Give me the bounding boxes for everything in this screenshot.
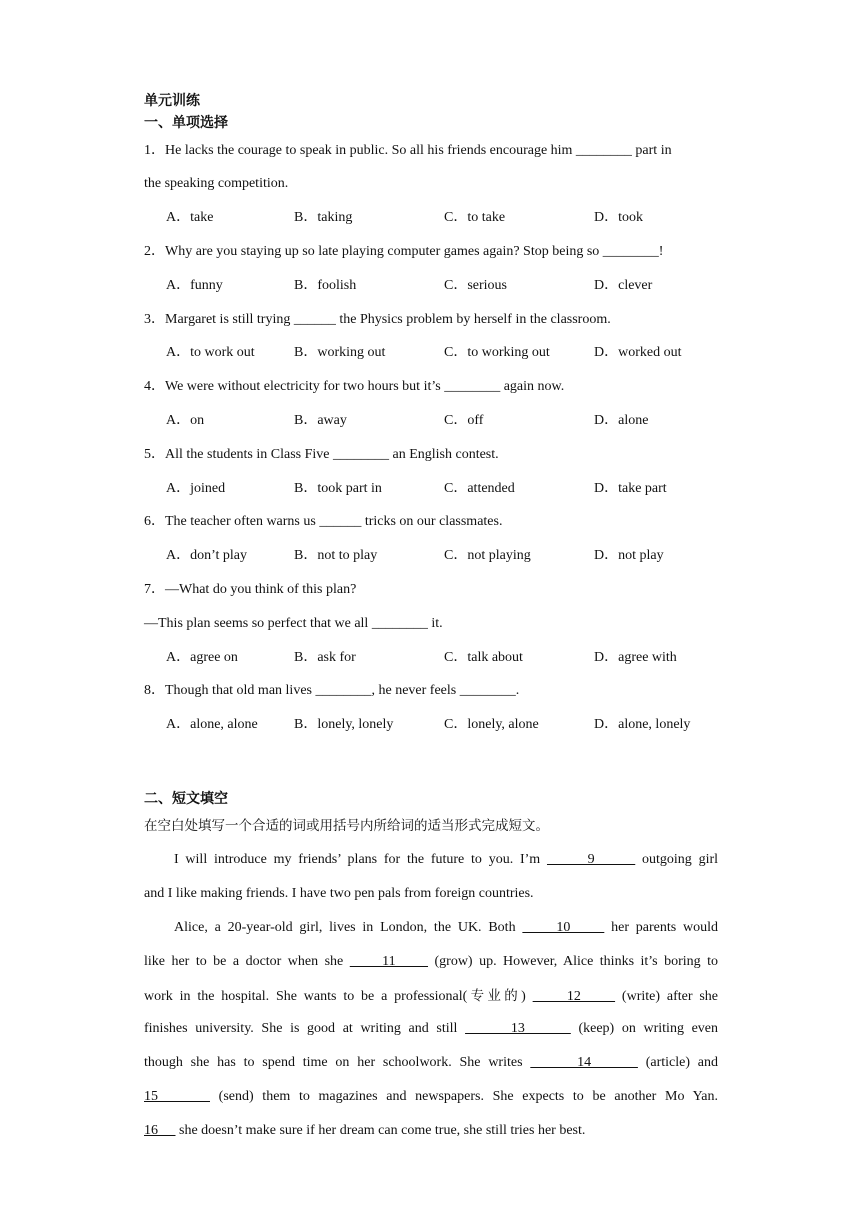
- option-b[interactable]: B．away: [294, 413, 347, 428]
- question-2-options: [166, 276, 726, 296]
- question-5-stem: 5．All the students in Class Five ________ an English contest.: [144, 447, 499, 462]
- passage-line-5: work in the hospital. She wants to be a professional(专业的) 12 (write) after she: [144, 988, 719, 1004]
- option-d[interactable]: D．agree with: [594, 650, 677, 665]
- question-7-stem-cont: —This plan seems so perfect that we all ________ it.: [144, 616, 443, 631]
- option-c[interactable]: C．to working out: [444, 345, 550, 360]
- question-7-stem: 7．—What do you think of this plan?: [144, 582, 357, 597]
- option-b[interactable]: B．lonely, lonely: [294, 717, 394, 732]
- question-3-options: [166, 343, 726, 363]
- question-1-stem: 1．He lacks the courage to speak in public. So all his friends encourage him ________ part in: [144, 143, 672, 158]
- option-d[interactable]: D．alone: [594, 413, 649, 428]
- option-d[interactable]: D．worked out: [594, 345, 682, 360]
- passage-line-1: I will introduce my friends’ plans for the future to you. I’m 9 outgoing girl: [174, 852, 719, 867]
- option-b[interactable]: B．took part in: [294, 481, 382, 496]
- option-b[interactable]: B．foolish: [294, 278, 357, 293]
- option-b[interactable]: B．ask for: [294, 650, 356, 665]
- passage-line-9: 16 she doesn’t make sure if her dream can come true, she still tries her best.: [144, 1123, 586, 1138]
- option-a[interactable]: A．on: [166, 413, 205, 428]
- passage-line-7: though she has to spend time on her schoolwork. She writes 14 (article) and: [144, 1055, 718, 1070]
- option-b[interactable]: B．working out: [294, 345, 386, 360]
- option-d[interactable]: D．not play: [594, 548, 664, 563]
- blank-9[interactable]: 9: [546, 852, 636, 867]
- question-4-stem: 4．We were without electricity for two hours but it’s ________ again now.: [144, 379, 565, 394]
- option-c[interactable]: C．not playing: [444, 548, 531, 563]
- passage-line-8: 15 (send) them to magazines and newspapers. She expects to be another Mo Yan.: [144, 1089, 719, 1104]
- option-a[interactable]: A．agree on: [166, 650, 238, 665]
- option-a[interactable]: A．take: [166, 210, 214, 225]
- question-5-options: [166, 479, 726, 499]
- option-b[interactable]: B．not to play: [294, 548, 378, 563]
- option-a[interactable]: A．alone, alone: [166, 717, 258, 732]
- passage-line-6: finishes university. She is good at writing and still 13 (keep) on writing even: [144, 1021, 719, 1036]
- blank-10[interactable]: 10: [522, 920, 605, 935]
- page-title: 单元训练: [144, 93, 200, 109]
- question-6-stem: 6．The teacher often warns us ______ tricks on our classmates.: [144, 514, 503, 529]
- option-c[interactable]: C．attended: [444, 481, 515, 496]
- option-d[interactable]: D．alone, lonely: [594, 717, 691, 732]
- option-a[interactable]: A．funny: [166, 278, 223, 293]
- option-a[interactable]: A．joined: [166, 481, 226, 496]
- blank-14[interactable]: 14: [530, 1055, 638, 1070]
- question-2-stem: 2．Why are you staying up so late playing computer games again? Stop being so ________!: [144, 244, 664, 259]
- blank-12[interactable]: 12: [532, 989, 616, 1004]
- section1-heading: 一、单项选择: [144, 115, 228, 131]
- option-a[interactable]: A．don’t play: [166, 548, 248, 563]
- blank-15[interactable]: 15: [144, 1089, 210, 1104]
- option-c[interactable]: C．off: [444, 413, 484, 428]
- blank-11[interactable]: 11: [349, 954, 429, 969]
- option-c[interactable]: C．serious: [444, 278, 507, 293]
- passage-line-4: like her to be a doctor when she 11 (grow) up. However, Alice thinks it’s boring to: [144, 954, 719, 969]
- question-8-stem: 8．Though that old man lives ________, he never feels ________.: [144, 683, 520, 698]
- question-7-options: [166, 648, 726, 668]
- option-b[interactable]: B．taking: [294, 210, 353, 225]
- question-3-stem: 3．Margaret is still trying ______ the Physics problem by herself in the classroom.: [144, 312, 611, 327]
- blank-13[interactable]: 13: [465, 1021, 571, 1036]
- option-c[interactable]: C．lonely, alone: [444, 717, 539, 732]
- question-4-options: [166, 411, 726, 431]
- passage-line-2: and I like making friends. I have two pen pals from foreign countries.: [144, 886, 534, 901]
- option-c[interactable]: C．talk about: [444, 650, 523, 665]
- blank-16[interactable]: 16: [144, 1123, 176, 1138]
- question-1-stem-cont: the speaking competition.: [144, 176, 289, 191]
- section2-heading: 二、短文填空: [144, 791, 228, 807]
- option-c[interactable]: C．to take: [444, 210, 506, 225]
- option-d[interactable]: D．took: [594, 210, 643, 225]
- question-1-options: [166, 208, 726, 228]
- question-8-options: [166, 715, 726, 735]
- option-a[interactable]: A．to work out: [166, 345, 255, 360]
- option-d[interactable]: D．take part: [594, 481, 667, 496]
- option-d[interactable]: D．clever: [594, 278, 653, 293]
- question-6-options: [166, 546, 726, 566]
- passage-line-3: Alice, a 20-year-old girl, lives in London, the UK. Both 10 her parents would: [174, 920, 719, 935]
- section2-instruction: 在空白处填写一个合适的词或用括号内所给词的适当形式完成短文。: [144, 818, 549, 834]
